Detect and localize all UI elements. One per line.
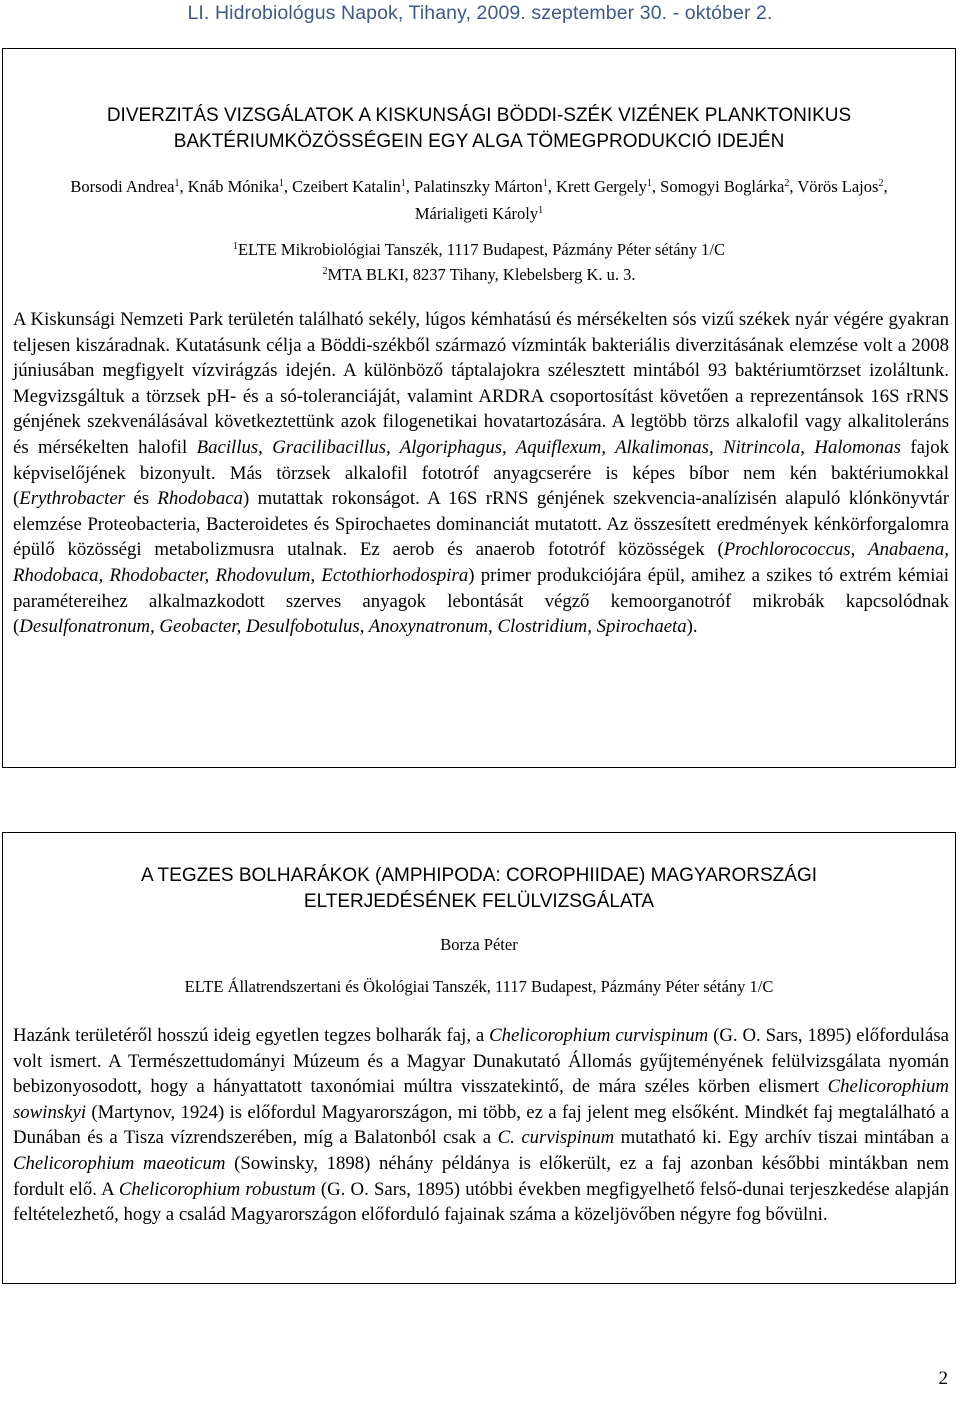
- article-1-affiliations: [3, 237, 955, 287]
- author-affiliation-mark: 1: [646, 178, 652, 189]
- taxon-name: Prochlorococcus: [723, 539, 851, 561]
- affiliation-1: $^1$ELTE Mikrobiológiai Tanszék, 1117 Budapest, Pázmány Péter sétány 1/C: [232, 240, 726, 259]
- author-name: Palatinszky Márton: [414, 177, 543, 196]
- article-2-title-line-2: ELTERJEDÉSÉNEK FELÜLVIZSGÁLATA: [303, 891, 655, 912]
- article-2-author: Borza Péter: [440, 935, 518, 954]
- article-2-title-line-1: A TEGZES BOLHARÁKOK (AMPHIPODA: COROPHIIDAE) MAGYARORSZÁGI: [140, 865, 818, 886]
- abstract-text: ) primer produkciójára épül, amihez a szikes tó extrém kémiai paramétereihez alkalmazkodott szerves anyagok lebontását végző kemoorganotróf mikrobák kapcsolódnak (: [13, 564, 949, 638]
- author-name: Knáb Mónika: [187, 177, 279, 196]
- abstract-text: mutatható ki. Egy archív tiszai mintában a: [614, 1127, 949, 1149]
- affiliation-2: $^2$MTA BLKI, 8237 Tihany, Klebelsberg K. u. 3.: [322, 265, 636, 284]
- article-1-authors: Borsodi Andrea$^1$, Knáb Mónika$^1$, Czeibert Katalin$^1$, Palatinszky Márton$^1$, Krett Gergely$^1$, Somogyi Boglárka$^2$, Vörös Lajos$^2$, Márialigeti Károly$^1$: [70, 177, 888, 223]
- article-box-1: [2, 48, 956, 768]
- author-affiliation-mark: 1: [542, 178, 548, 189]
- abstract-text: (Martynov, 1924) is előfordul Magyarországon, mi több, ez a faj jelent meg elsőként. Mindkét faj megtalálható a Dunában és a Tisza vízrendszerében, míg a Balatonból csak a: [13, 1101, 949, 1149]
- author-affiliation-mark: 2: [784, 178, 790, 189]
- author-affiliation-mark: 1: [538, 205, 544, 216]
- article-1-abstract: [13, 307, 949, 640]
- taxon-name: Bacillus, Gracilibacillus, Algoriphagus, Aquiflexum, Alkalimonas, Nitrincola, Halomonas: [196, 436, 901, 458]
- abstract-text: és: [124, 488, 158, 510]
- author-affiliation-mark: 1: [174, 178, 180, 189]
- author-name: Czeibert Katalin: [292, 177, 401, 196]
- taxon-name: Chelicorophium curvispinum: [489, 1025, 709, 1046]
- abstract-text: (G. O. Sars, 1895) utóbbi években megfigyelhető felső-dunai terjeszkedése alapján feltételezhető, hogy a család Magyarországon előforduló fajainak száma a közeljövőben négyre fog bővülni.: [13, 1178, 949, 1226]
- abstract-text: fajok képviselőjének bizonyult. Más törzsek alkalofil fototróf anyagcserére is képes bíbor nem kén baktériumokkal (: [13, 436, 949, 510]
- abstract-text: (G. O. Sars, 1895) előfordulása volt ismert. A Természettudományi Múzeum és a Magyar Dunakutató Állomás gyűjteményének felülvizsgálata nyomán bebizonyosodott, hogy a hányattatott taxonómiai múltra visszatekintő, de mára széles körben elismert: [13, 1025, 949, 1098]
- author-name: Vörös Lajos: [797, 177, 879, 196]
- article-2-abstract: [13, 1023, 949, 1228]
- taxon-name: Rhodobaca: [157, 488, 243, 510]
- taxon-name: Chelicorophium robustum: [118, 1178, 316, 1200]
- taxon-name: C. curvispinum: [497, 1127, 615, 1149]
- abstract-text: ).: [686, 616, 698, 638]
- page-number: 2: [938, 1368, 948, 1389]
- author-name: Borsodi Andrea: [70, 177, 175, 196]
- taxon-name: Erythrobacter: [19, 488, 125, 510]
- abstract-text: ) mutattak rokonságot. A 16S rRNS génjének szekvencia-analízisén alapuló klónkönyvtár elemzése Proteobacteria, Bacteroidetes és Spirochaetes dominanciát mutatott. Az összesített eredmények kénkörforgalomra épülő közösségi metabolizmusra utalnak. Ez aerob és anaerob fototróf közösségek (: [13, 488, 949, 561]
- taxon-name: Desulfonatronum, Geobacter, Desulfobotulus, Anoxynatronum, Clostridium, Spirochaeta: [19, 616, 687, 638]
- author-name: Somogyi Boglárka: [660, 177, 785, 196]
- article-1-title: [3, 103, 955, 155]
- article-1-title-line-2: BAKTÉRIUMKÖZÖSSÉGEIN EGY ALGA TÖMEGPRODUKCIÓ IDEJÉN: [173, 131, 785, 152]
- taxon-name: Chelicorophium sowinskyi: [13, 1076, 949, 1123]
- article-box-2: [2, 832, 956, 1284]
- abstract-text: ,: [850, 539, 869, 561]
- page-header: LI. Hidrobiológus Napok, Tihany, 2009. szeptember 30. - október 2.: [187, 2, 773, 24]
- author-affiliation-mark: 1: [278, 178, 284, 189]
- article-1-title-line-1: DIVERZITÁS VIZSGÁLATOK A KISKUNSÁGI BÖDDI-SZÉK VIZÉNEK PLANKTONIKUS: [106, 105, 852, 126]
- author-name: Márialigeti Károly: [414, 204, 539, 223]
- abstract-text: A Kiskunsági Nemzeti Park területén található sekély, lúgos kémhatású és mérsékelten sós vizű székek nyár végére gyakran teljesen kiszáradnak. Kutatásunk célja a Böddi-székből származó vízminták bakteriális diverzitásának elemzése volt a 2008 júniusában megfigyelt vízvirágzás idején. A különböző táptalajokra szélesztett mintából 93 baktériumtörzset izoláltunk. Megvizsgáltuk a törzsek pH- és a só-toleranciáját, valamint ARDRA csoportosítást követően a reprezentánsok 16S rRNS génjének szekvenálásával következtettünk azok filogenetikai hovatartozására. A legtöbb törzs alkalofil vagy alkalitoleráns és mérsékelten halofil: [13, 309, 949, 458]
- taxon-name: Chelicorophium maeoticum: [13, 1152, 226, 1174]
- abstract-text: (Sowinsky, 1898) néhány példánya is előkerült, ez a faj azonban későbbi mintákban nem fordult elő. A: [13, 1152, 949, 1200]
- author-affiliation-mark: 1: [400, 178, 406, 189]
- article-2-affiliation: ELTE Állatrendszertani és Ökológiai Tanszék, 1117 Budapest, Pázmány Péter sétány 1/C: [184, 977, 774, 996]
- taxon-name: Anabaena, Rhodobaca, Rhodobacter, Rhodovulum, Ectothiorhodospira: [13, 539, 949, 586]
- abstract-text: Hazánk területéről hosszú ideig egyetlen tegzes bolharák faj, a: [13, 1025, 490, 1046]
- author-affiliation-mark: 2: [878, 178, 884, 189]
- article-2-title: [3, 863, 955, 915]
- author-name: Krett Gergely: [556, 177, 647, 196]
